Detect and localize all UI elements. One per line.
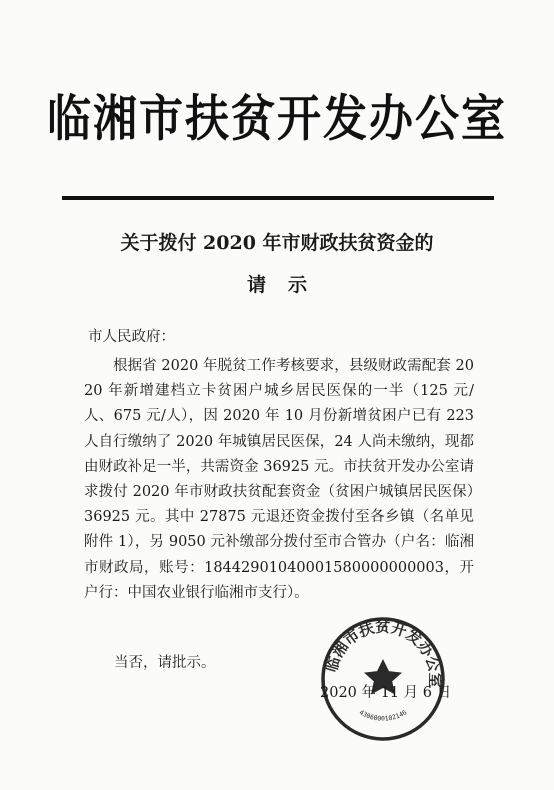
seal-icon (318, 614, 448, 744)
closing-line: 当否，请批示。 (114, 655, 216, 671)
svg-text:4306000102146: 4306000102146 (357, 708, 409, 723)
addressee: 市人民政府： (88, 329, 175, 345)
org-letterhead: 临湘市扶贫开发办公室 (47, 90, 507, 148)
body-paragraph: 根据省 2020 年脱贫工作考核要求，县级财政需配套 2020 年新增建档立卡贫困户城乡居民医保的一半（125 元/人、675 元/人），因 2020 年 10 月份新增贫困户已有 223 人自行缴纳了 2020 年城镇居民医保，24 人尚未缴纳，现都由财政补足一半，共需资金 36925 元。市扶贫开发办公室请求拨付 2020 年市财政扶贫配套资金（贫困户城镇居民医保）36925 元。其中 27875 元退还资金拨付至各乡镇（名单见附件 1），另 9050 元补缴部分拨付至市合管办（户名：临湘市财政局，账号：18442901040001580000000003，开户行：中国农业银行临湘市支行）。 (84, 358, 474, 601)
document-date: 2020 年 11 月 6 日 (320, 685, 452, 701)
svg-text:临湘市扶贫开发办公室: 临湘市扶贫开发办公室 (322, 617, 445, 688)
document-title: 关于拨付 2020 年市财政扶贫资金的 (120, 232, 434, 254)
official-seal (318, 614, 448, 744)
letterhead-rule (62, 196, 494, 200)
document-subtitle: 请示 (246, 274, 329, 296)
